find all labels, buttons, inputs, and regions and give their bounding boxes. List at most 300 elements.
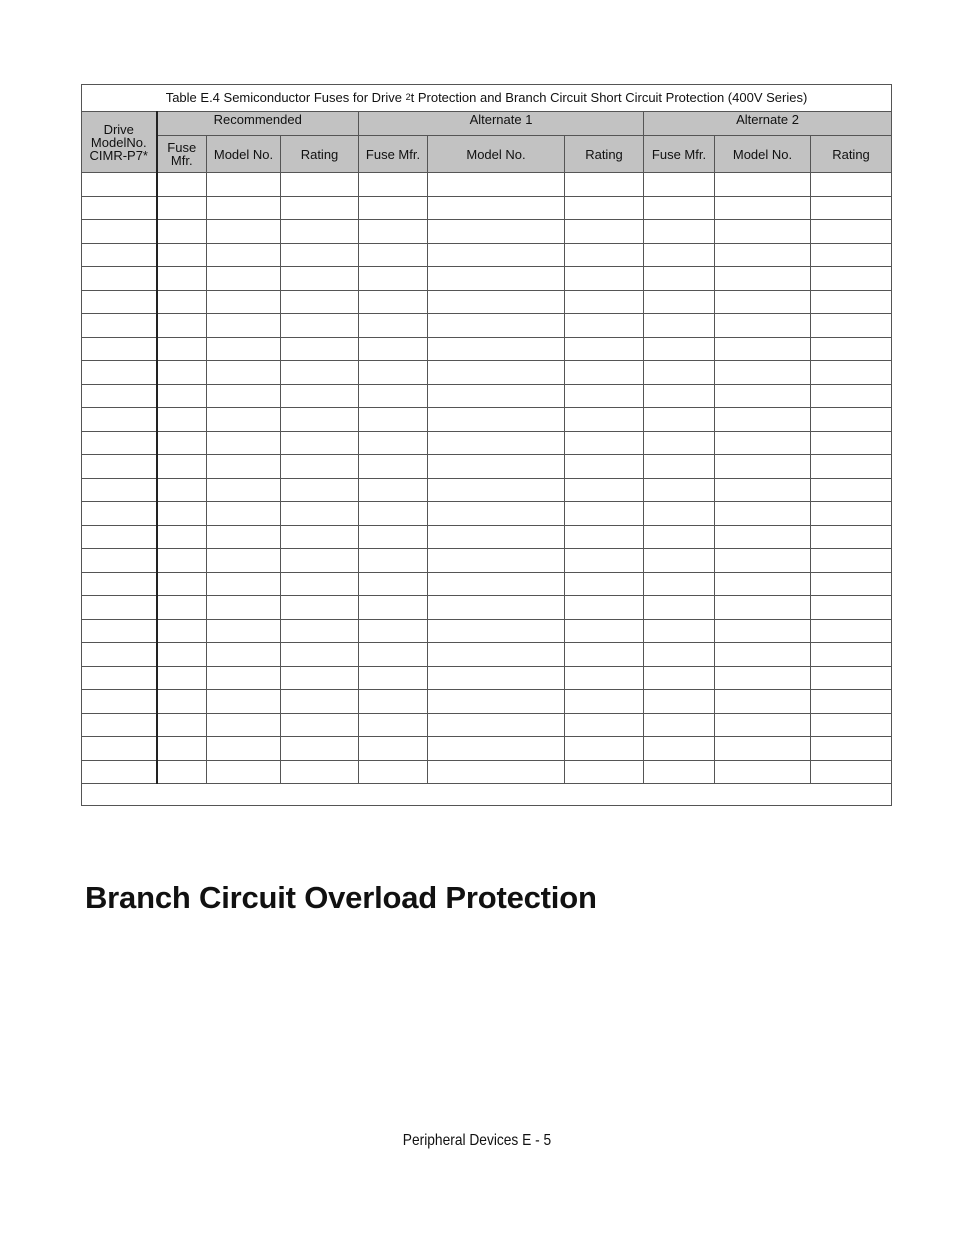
table-cell	[811, 384, 892, 408]
alternate-1-model-no-header: Model No.	[428, 136, 565, 173]
table-cell	[811, 431, 892, 455]
table-cell	[644, 267, 715, 291]
group-header-recommended: Recommended	[157, 112, 359, 136]
table-cell	[811, 478, 892, 502]
table-cell	[157, 549, 207, 573]
table-cell	[428, 173, 565, 197]
table-cell	[207, 267, 281, 291]
table-cell	[428, 196, 565, 220]
table-cell	[715, 549, 811, 573]
table-cell	[82, 314, 157, 338]
table-row	[82, 596, 892, 620]
table-cell	[359, 737, 428, 761]
table-caption	[82, 85, 892, 112]
table-cell	[644, 173, 715, 197]
table-cell	[644, 431, 715, 455]
table-cell	[565, 431, 644, 455]
table-cell	[207, 666, 281, 690]
table-cell	[565, 690, 644, 714]
table-cell	[207, 196, 281, 220]
table-cell	[644, 314, 715, 338]
table-cell	[428, 267, 565, 291]
table-cell	[715, 196, 811, 220]
table-cell	[281, 408, 359, 432]
table-cell	[82, 572, 157, 596]
table-row	[82, 384, 892, 408]
table-cell	[644, 502, 715, 526]
table-cell	[565, 572, 644, 596]
caption-prefix: Table E.4 Semiconductor Fuses for Drive	[165, 89, 406, 105]
table-cell	[157, 408, 207, 432]
table-row	[82, 361, 892, 385]
table-cell	[207, 431, 281, 455]
alternate-2-fuse-mfr-header: Fuse Mfr.	[644, 136, 715, 173]
table-cell	[715, 737, 811, 761]
table-cell	[157, 478, 207, 502]
table-cell	[715, 666, 811, 690]
table-cell	[428, 502, 565, 526]
table-cell	[428, 643, 565, 667]
table-cell	[359, 267, 428, 291]
table-cell	[207, 408, 281, 432]
table-cell	[82, 431, 157, 455]
table-cell	[565, 243, 644, 267]
table-cell	[82, 384, 157, 408]
table-cell	[281, 431, 359, 455]
table-cell	[82, 243, 157, 267]
table-cell	[82, 666, 157, 690]
table-cell	[565, 290, 644, 314]
table-cell	[82, 525, 157, 549]
table-row	[82, 549, 892, 573]
table-cell	[157, 290, 207, 314]
table-cell	[811, 713, 892, 737]
table-cell	[207, 243, 281, 267]
table-cell	[207, 384, 281, 408]
table-cell	[428, 666, 565, 690]
table-cell	[157, 760, 207, 784]
table-cell	[82, 760, 157, 784]
table-cell	[428, 290, 565, 314]
table-cell	[207, 549, 281, 573]
table-cell	[811, 314, 892, 338]
section-heading: Branch Circuit Overload Protection	[85, 880, 597, 915]
table-row	[82, 290, 892, 314]
table-cell	[207, 337, 281, 361]
table-row	[82, 478, 892, 502]
table-cell	[811, 502, 892, 526]
table-cell	[565, 361, 644, 385]
table-cell	[428, 549, 565, 573]
table-cell	[811, 643, 892, 667]
recommended-rating-header: Rating	[281, 136, 359, 173]
table-cell	[644, 643, 715, 667]
table-cell	[428, 737, 565, 761]
table-cell	[644, 290, 715, 314]
table-cell	[565, 408, 644, 432]
table-cell	[428, 572, 565, 596]
table-cell	[359, 690, 428, 714]
table-cell	[82, 596, 157, 620]
table-cell	[644, 220, 715, 244]
table-cell	[157, 690, 207, 714]
table-cell	[359, 290, 428, 314]
table-row	[82, 643, 892, 667]
table-cell	[207, 525, 281, 549]
table-cell	[82, 478, 157, 502]
table-cell	[428, 314, 565, 338]
table-cell	[359, 643, 428, 667]
table-cell	[281, 455, 359, 479]
table-row	[82, 431, 892, 455]
table-cell	[82, 173, 157, 197]
table-cell	[359, 760, 428, 784]
table-cell	[428, 384, 565, 408]
table-cell	[715, 361, 811, 385]
recommended-fuse-mfr-header	[157, 136, 207, 173]
table-cell	[281, 478, 359, 502]
table-cell	[715, 713, 811, 737]
table-cell	[565, 619, 644, 643]
table-cell	[359, 220, 428, 244]
table-cell	[82, 220, 157, 244]
table-cell	[359, 384, 428, 408]
table-cell	[428, 243, 565, 267]
table-row	[82, 243, 892, 267]
table-cell	[359, 337, 428, 361]
table-cell	[359, 478, 428, 502]
table-cell	[565, 737, 644, 761]
table-cell	[428, 525, 565, 549]
table-cell	[207, 290, 281, 314]
table-cell	[82, 290, 157, 314]
table-cell	[811, 737, 892, 761]
table-cell	[565, 478, 644, 502]
table-cell	[715, 502, 811, 526]
table-cell	[428, 478, 565, 502]
table-row	[82, 572, 892, 596]
table-cell	[281, 596, 359, 620]
table-cell	[281, 713, 359, 737]
table-cell	[565, 713, 644, 737]
table-cell	[281, 267, 359, 291]
table-cell	[359, 549, 428, 573]
table-row	[82, 408, 892, 432]
table-cell	[82, 690, 157, 714]
table-row	[82, 690, 892, 714]
table-cell	[565, 384, 644, 408]
table-cell	[644, 455, 715, 479]
table-cell	[644, 525, 715, 549]
table-cell	[428, 619, 565, 643]
table-cell	[207, 361, 281, 385]
table-cell	[207, 619, 281, 643]
group-header-alternate-1: Alternate 1	[359, 112, 644, 136]
table-cell	[715, 455, 811, 479]
table-cell	[157, 196, 207, 220]
table-cell	[359, 408, 428, 432]
table-cell	[644, 243, 715, 267]
table-cell	[207, 760, 281, 784]
table-cell	[715, 572, 811, 596]
table-cell	[207, 737, 281, 761]
table-cell	[359, 666, 428, 690]
caption-superscript: 2	[405, 91, 411, 102]
table-cell	[359, 196, 428, 220]
table-cell	[157, 737, 207, 761]
table-cell	[565, 666, 644, 690]
table-cell	[281, 525, 359, 549]
table-cell	[157, 666, 207, 690]
table-cell	[811, 408, 892, 432]
table-cell	[281, 337, 359, 361]
table-cell	[565, 643, 644, 667]
table-cell	[281, 196, 359, 220]
table-cell	[359, 502, 428, 526]
table-cell	[82, 643, 157, 667]
table-cell	[281, 314, 359, 338]
table-cell	[811, 690, 892, 714]
table-cell	[207, 220, 281, 244]
table-cell	[644, 619, 715, 643]
page-footer: Peripheral Devices E - 5	[402, 1132, 552, 1149]
table-cell	[644, 713, 715, 737]
table-cell	[715, 220, 811, 244]
table-row	[82, 619, 892, 643]
table-cell	[811, 596, 892, 620]
table-cell	[281, 737, 359, 761]
table-cell	[811, 173, 892, 197]
table-cell	[82, 619, 157, 643]
table-cell	[157, 361, 207, 385]
table-cell	[644, 760, 715, 784]
table-cell	[565, 173, 644, 197]
table-cell	[359, 455, 428, 479]
table-cell	[428, 337, 565, 361]
table-cell	[811, 549, 892, 573]
table-row	[82, 196, 892, 220]
table-cell	[565, 760, 644, 784]
table-cell	[157, 267, 207, 291]
table-cell	[281, 173, 359, 197]
table-cell	[715, 337, 811, 361]
table-cell	[811, 361, 892, 385]
table-cell	[644, 549, 715, 573]
table-cell	[811, 267, 892, 291]
table-cell	[157, 502, 207, 526]
table-row	[82, 525, 892, 549]
table-footer-row	[82, 784, 892, 806]
table-cell	[157, 619, 207, 643]
table-cell	[207, 455, 281, 479]
table-cell	[82, 713, 157, 737]
table-cell	[715, 643, 811, 667]
table-cell	[715, 408, 811, 432]
table-cell	[281, 572, 359, 596]
table-cell	[207, 478, 281, 502]
alternate-2-model-no-header: Model No.	[715, 136, 811, 173]
table-cell	[82, 549, 157, 573]
table-cell	[715, 384, 811, 408]
table-cell	[644, 690, 715, 714]
alternate-1-rating-header: Rating	[565, 136, 644, 173]
caption-suffix: t Protection and Branch Circuit Short Circuit Protection (400V Series)	[410, 89, 808, 105]
table-cell	[644, 666, 715, 690]
table-cell	[281, 220, 359, 244]
table-row	[82, 760, 892, 784]
table-cell	[644, 337, 715, 361]
table-cell	[82, 267, 157, 291]
table-cell	[811, 525, 892, 549]
table-cell	[359, 572, 428, 596]
table-cell	[359, 314, 428, 338]
table-cell	[281, 243, 359, 267]
table-cell	[811, 760, 892, 784]
table-cell	[428, 713, 565, 737]
alternate-1-fuse-mfr-header: Fuse Mfr.	[359, 136, 428, 173]
table-cell	[644, 478, 715, 502]
table-cell	[644, 361, 715, 385]
table-cell	[565, 314, 644, 338]
table-cell	[281, 690, 359, 714]
table-cell	[565, 549, 644, 573]
drive-model-header-line: Drive	[103, 121, 134, 137]
recommended-model-no-header: Model No.	[207, 136, 281, 173]
table-cell	[157, 643, 207, 667]
table-cell	[157, 314, 207, 338]
table-cell	[359, 596, 428, 620]
table-cell	[644, 737, 715, 761]
table-row	[82, 666, 892, 690]
table-cell	[157, 173, 207, 197]
table-cell	[157, 337, 207, 361]
table-cell	[207, 502, 281, 526]
drive-model-header-line: ModelNo.	[90, 134, 147, 150]
table-cell	[207, 690, 281, 714]
table-cell	[359, 243, 428, 267]
table-cell	[715, 619, 811, 643]
table-cell	[428, 361, 565, 385]
table-cell	[281, 361, 359, 385]
table-cell	[281, 384, 359, 408]
table-row	[82, 173, 892, 197]
table-cell	[428, 220, 565, 244]
table-cell	[157, 713, 207, 737]
fuse-table	[81, 84, 892, 806]
table-cell	[281, 666, 359, 690]
table-cell	[207, 572, 281, 596]
table-cell	[359, 361, 428, 385]
table-cell	[715, 478, 811, 502]
table-cell	[157, 243, 207, 267]
table-cell	[428, 690, 565, 714]
table-cell	[359, 431, 428, 455]
table-cell	[207, 596, 281, 620]
table-cell	[207, 173, 281, 197]
table-cell	[644, 408, 715, 432]
table-cell	[281, 760, 359, 784]
table-cell	[715, 173, 811, 197]
table-cell	[82, 337, 157, 361]
drive-model-header	[82, 112, 157, 173]
table-cell	[428, 408, 565, 432]
table-cell	[715, 431, 811, 455]
table-cell	[82, 408, 157, 432]
table-row	[82, 337, 892, 361]
table-cell	[428, 760, 565, 784]
table-cell	[157, 431, 207, 455]
table-cell	[715, 290, 811, 314]
table-cell	[82, 455, 157, 479]
table-cell	[644, 384, 715, 408]
alternate-2-rating-header: Rating	[811, 136, 892, 173]
table-cell	[715, 525, 811, 549]
table-body	[82, 173, 892, 784]
table-cell	[715, 314, 811, 338]
table-cell	[644, 196, 715, 220]
table-cell	[157, 596, 207, 620]
table-cell	[359, 525, 428, 549]
table-cell	[207, 713, 281, 737]
table-cell	[811, 572, 892, 596]
table-cell	[82, 502, 157, 526]
table-cell	[644, 572, 715, 596]
table-cell	[715, 760, 811, 784]
fuse-header-line: Mfr.	[170, 153, 193, 168]
table-row	[82, 314, 892, 338]
table-cell	[281, 643, 359, 667]
table-cell	[157, 384, 207, 408]
table-cell	[565, 596, 644, 620]
group-header-alternate-2: Alternate 2	[644, 112, 892, 136]
drive-model-header-line: CIMR-P7*	[89, 147, 148, 163]
table-cell	[715, 690, 811, 714]
table-row	[82, 502, 892, 526]
table-cell	[811, 290, 892, 314]
table-cell	[715, 267, 811, 291]
table-cell	[82, 737, 157, 761]
table-cell	[811, 666, 892, 690]
table-cell	[644, 596, 715, 620]
table-cell	[428, 596, 565, 620]
table-cell	[157, 572, 207, 596]
table-cell	[359, 713, 428, 737]
table-cell	[82, 361, 157, 385]
table-cell	[565, 455, 644, 479]
table-cell	[157, 455, 207, 479]
fuse-header-line: Fuse	[167, 140, 197, 155]
table-cell	[428, 431, 565, 455]
table-cell	[157, 525, 207, 549]
table-row	[82, 455, 892, 479]
table-cell	[715, 243, 811, 267]
table-cell	[811, 220, 892, 244]
table-row	[82, 737, 892, 761]
table-cell	[565, 525, 644, 549]
table-row	[82, 713, 892, 737]
table-cell	[82, 196, 157, 220]
table-cell	[281, 290, 359, 314]
table-cell	[281, 549, 359, 573]
table-cell	[359, 173, 428, 197]
table-cell	[207, 643, 281, 667]
table-cell	[715, 596, 811, 620]
table-cell	[565, 502, 644, 526]
table-cell	[811, 455, 892, 479]
table-row	[82, 267, 892, 291]
table-cell	[281, 502, 359, 526]
table-cell	[281, 619, 359, 643]
